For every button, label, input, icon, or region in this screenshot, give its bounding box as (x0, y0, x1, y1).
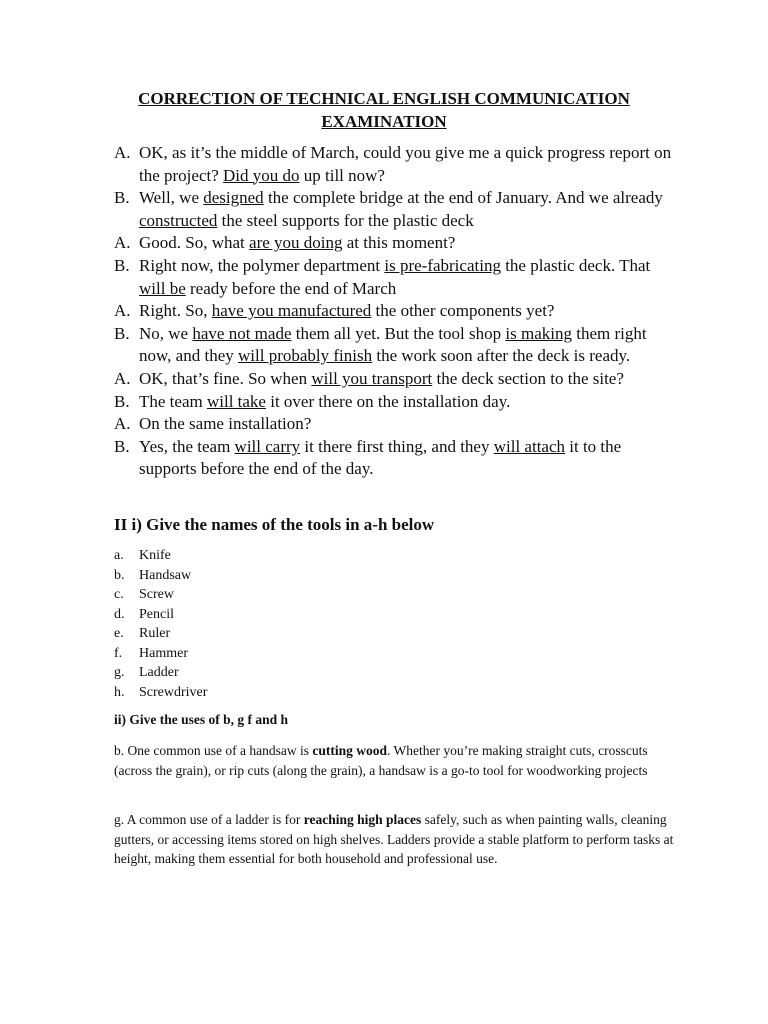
underlined-verb-phrase: will carry (234, 436, 301, 456)
tools-list (114, 546, 207, 702)
speaker-label: A. (114, 414, 131, 434)
dialogue-line (114, 232, 674, 255)
para-g-bold: reaching high places (303, 812, 422, 827)
dialogue-list (114, 142, 674, 481)
use-of-ladder-paragraph (114, 810, 674, 869)
tool-item (114, 624, 207, 644)
dialogue-text: Right now, the polymer department (139, 255, 385, 275)
speaker-label: A. (114, 233, 131, 253)
speaker-label: B. (114, 255, 130, 275)
tool-name: Ruler (139, 626, 171, 641)
dialogue-text: it to the supports before the end of the day. (139, 436, 622, 479)
tool-item (114, 663, 207, 683)
tool-letter: c. (114, 587, 124, 602)
underlined-verb-phrase: is making (505, 323, 572, 343)
underlined-verb-phrase: are you doing (249, 233, 343, 253)
speaker-label: B. (114, 323, 130, 343)
speaker-label: A. (114, 143, 131, 162)
dialogue-text: No, we (139, 323, 193, 343)
dialogue-line (114, 436, 674, 481)
dialogue-text: the complete bridge at the end of January. And we already (263, 188, 663, 208)
underlined-verb-phrase: will be (139, 278, 186, 298)
tool-letter: h. (114, 684, 125, 700)
speaker-label: A. (114, 368, 131, 388)
tool-item (114, 644, 207, 664)
title-line-2: EXAMINATION (321, 112, 447, 131)
tool-item (114, 585, 207, 605)
dialogue-text: them all yet. But the tool shop (291, 323, 506, 343)
use-of-handsaw-paragraph (114, 741, 674, 780)
tool-letter: a. (114, 548, 124, 563)
dialogue-text: OK, as it’s the middle of March, could you give me a quick progress report on the project? (139, 143, 672, 185)
dialogue-line (114, 255, 674, 300)
dialogue-text: the work soon after the deck is ready. (372, 346, 631, 366)
dialogue-text: On the same installation? (139, 414, 312, 434)
dialogue-text: Good. So, what (139, 233, 250, 253)
dialogue-line (114, 142, 674, 187)
dialogue-line (114, 368, 674, 391)
underlined-verb-phrase: will you transport (311, 368, 433, 388)
tool-name: Screw (139, 587, 174, 602)
underlined-verb-phrase: have you manufactured (211, 301, 372, 321)
dialogue-text: the other components yet? (371, 301, 555, 321)
dialogue-line (114, 323, 674, 368)
dialogue-text: the plastic deck. That (500, 255, 651, 275)
underlined-verb-phrase: have not made (192, 323, 292, 343)
underlined-verb-phrase: will take (206, 391, 266, 411)
dialogue-line (114, 300, 674, 323)
dialogue-text: ready before the end of March (185, 278, 397, 298)
tool-name: Screwdriver (139, 684, 208, 700)
tool-name: Pencil (139, 606, 174, 622)
tool-name: Handsaw (139, 567, 192, 583)
dialogue-text: the steel supports for the plastic deck (217, 210, 474, 230)
dialogue-line (114, 413, 674, 436)
tool-name: Ladder (139, 665, 179, 680)
dialogue-text: at this moment? (342, 233, 456, 253)
tool-letter: g. (114, 665, 125, 680)
underlined-verb-phrase: will attach (493, 436, 566, 456)
tool-item (114, 683, 207, 703)
dialogue-text: them right now, and they (139, 323, 647, 366)
dialogue-text: Right. So, (139, 301, 212, 321)
section-3-heading: ii) Give the uses of b, g f and h (114, 712, 289, 727)
underlined-verb-phrase: will probably finish (238, 346, 373, 366)
para-b-post: . Whether you’re making straight cuts, crosscuts (across the grain), or rip cuts (along the grain), a handsaw is a go-to tool for woodworking projects (114, 743, 648, 778)
para-g-pre: g. A common use of a ladder is for (114, 812, 304, 827)
tool-letter: e. (114, 626, 124, 641)
section-2-heading: II i) Give the names of the tools in a-h below (114, 515, 435, 534)
dialogue-text: the deck section to the site? (432, 368, 624, 388)
dialogue-line (114, 391, 674, 414)
document-title (100, 87, 668, 133)
dialogue-text: Yes, the team (139, 436, 235, 456)
dialogue-text: The team (139, 391, 207, 411)
tool-item (114, 605, 207, 625)
dialogue-text: Well, we (139, 188, 204, 208)
dialogue-line (114, 187, 674, 232)
underlined-verb-phrase: Did you do (223, 165, 300, 185)
para-b-pre: b. One common use of a handsaw is (114, 743, 313, 758)
speaker-label: B. (114, 436, 130, 456)
underlined-verb-phrase: designed (203, 188, 264, 208)
dialogue-text: it over there on the installation day. (265, 391, 511, 411)
speaker-label: B. (114, 188, 130, 208)
tool-item (114, 566, 207, 586)
dialogue-text: OK, that’s fine. So when (139, 368, 312, 388)
tool-letter: d. (114, 606, 125, 622)
tool-name: Knife (139, 548, 171, 563)
tool-letter: b. (114, 567, 125, 583)
dialogue-text: it there first thing, and they (300, 436, 494, 456)
tool-name: Hammer (139, 645, 188, 661)
para-g-post: safely, such as when painting walls, cleaning gutters, or accessing items stored on high shelves. Ladders provide a stable platform to perform tasks at height, making them essential for both household and professional use. (114, 812, 674, 866)
speaker-label: B. (114, 391, 130, 411)
para-b-bold: cutting wood (312, 743, 387, 758)
tool-item (114, 546, 207, 566)
speaker-label: A. (114, 301, 131, 321)
title-line-1: CORRECTION OF TECHNICAL ENGLISH COMMUNICATION (138, 89, 630, 108)
tool-letter: f. (114, 645, 123, 661)
dialogue-text: up till now? (299, 165, 385, 185)
underlined-verb-phrase: constructed (139, 210, 218, 230)
underlined-verb-phrase: is pre-fabricating (384, 255, 501, 275)
